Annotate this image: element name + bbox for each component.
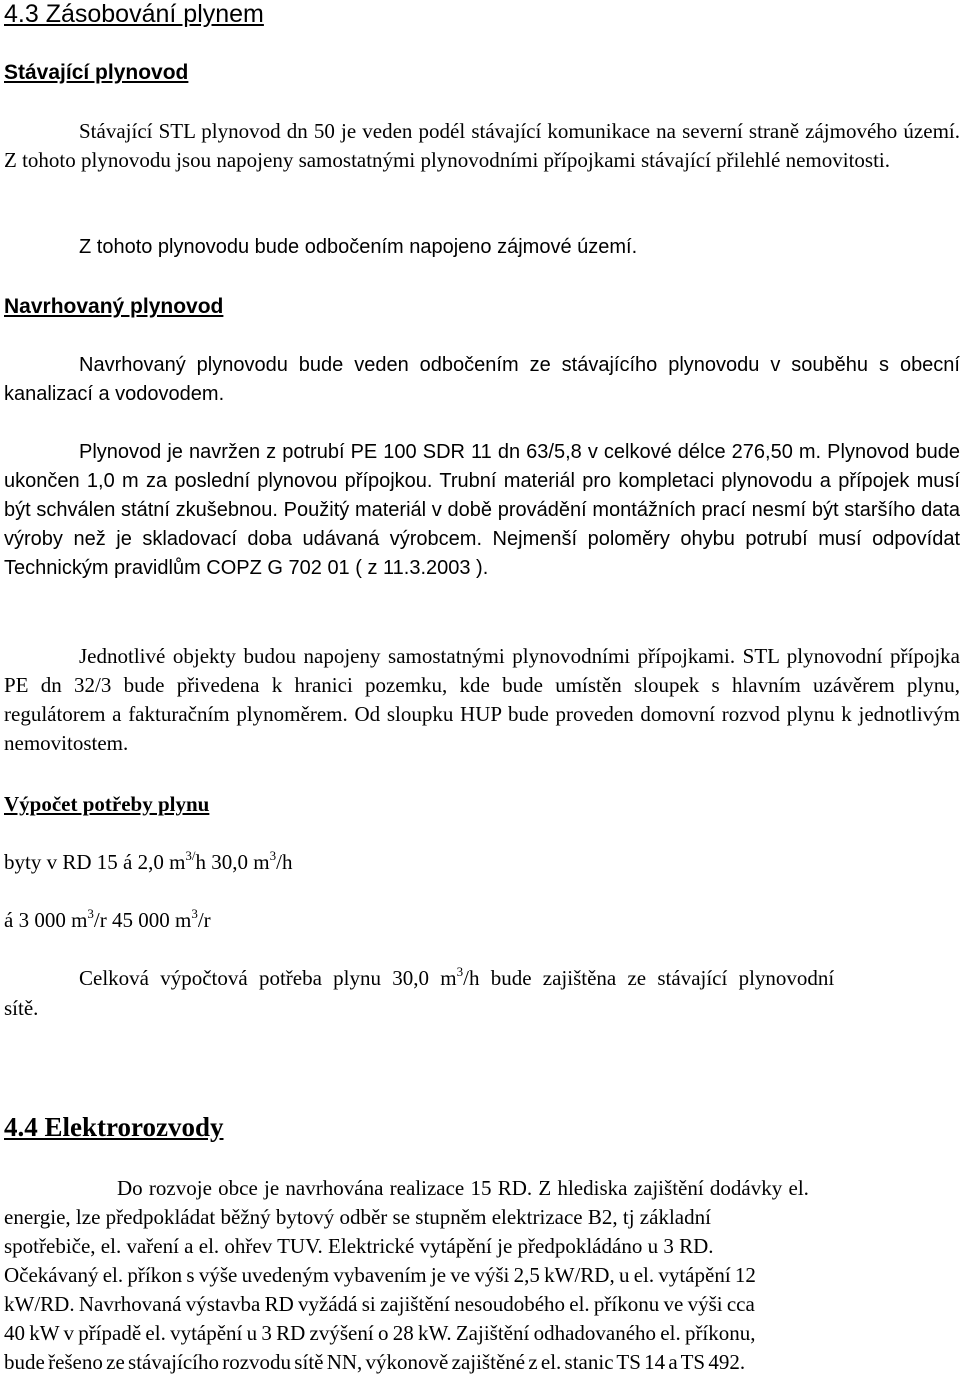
elektro-line: spotřebiče, el. vaření a el. ohřev TUV. Elektrické vytápění je předpokládáno u 3 RD. — [4, 1234, 714, 1258]
elektro-line: Očekávaný el. příkon s výše uvedeným vybavením je ve výši 2,5 kW/RD, u el. vytápění 12 — [4, 1263, 756, 1287]
paragraph-proposed-2: Plynovod je navržen z potrubí PE 100 SDR 11 dn 63/5,8 v celkové délce 276,50 m. Plynovod bude ukončen 1,0 m za poslední plynovou přípojkou. Trubní materiál pro kompletaci plynovodu a přípojek musí být schválen státní zkušebnou. Použitý materiál v době provádění montážních prací nesmí být staršího data výroby než je skladovací doba udávaná výrobcem. Nejmenší poloměry ohybu potrubí musí odpovídat Technickým pravidlům COPZ G 702 01 ( z 11.3.2003 ). — [4, 441, 960, 579]
calc-total-line: Celková výpočtová potřeba plynu 30,0 $m^3/h$ bude zajištěna ze stávající plynovodní — [79, 964, 835, 990]
elektro-line: Do rozvoje obce je navrhována realizace 15 RD. Z hlediska zajištění dodávky el. — [117, 1176, 809, 1200]
calc-line-annual: á 3 000 $m^3/r$ 45 000 $m^3/r$ — [4, 906, 211, 932]
section-title-gas: 4.3 Zásobování plynem — [4, 0, 264, 28]
elektro-line: energie, lze předpokládat běžný bytový odběr se stupněm elektrizace B2, tj základní — [4, 1205, 711, 1229]
calc-total-line-end: sítě. — [4, 996, 39, 1020]
paragraph-existing-1: Stávající STL plynovod dn 50 je veden podél stávající komunikace na severní straně zájmového území. Z tohoto plynovodu jsou napojeny samostatnými plynovodními přípojkami stávající přilehlé nemovitosti. — [4, 119, 960, 172]
section-title-elektro: 4.4 Elektrorozvody — [4, 1112, 224, 1142]
paragraph-proposed-1: Navrhovaný plynovodu bude veden odbočením ze stávajícího plynovodu v souběhu s obecní kanalizací a vodovodem. — [4, 354, 960, 405]
heading-existing-pipeline: Stávající plynovod — [4, 61, 189, 84]
calc-line-apartments: byty v RD 15 á 2,0 $m^{3/}h$ 30,0 $m^3/h$ — [4, 848, 293, 874]
heading-proposed-pipeline: Navrhovaný plynovod — [4, 295, 224, 318]
elektro-line: 40 kW v případě el. vytápění u 3 RD zvýšení o 28 kW. Zajištění odhadovaného el. příkonu, — [4, 1321, 756, 1345]
paragraph-proposed-3: Jednotlivé objekty budou napojeny samostatnými plynovodními přípojkami. STL plynovodní přípojka PE dn 32/3 bude přivedena k hranici pozemku, kde bude umístěn sloupek s hlavním uzávěrem plynu, regulátorem a fakturačním plynoměrem. Od sloupku HUP bude proveden domovní rozvod plynu k jednotlivým nemovitostem. — [4, 644, 960, 755]
elektro-line: kW/RD. Navrhovaná výstavba RD vyžádá si zajištění nesoudobého el. příkonu ve výši cca — [4, 1292, 755, 1316]
heading-gas-calculation: Výpočet potřeby plynu — [4, 792, 210, 816]
paragraph-existing-2: Z tohoto plynovodu bude odbočením napojeno zájmové území. — [79, 236, 638, 258]
elektro-line: bude řešeno ze stávajícího rozvodu sítě NN, výkonově zajištěné z el. stanic TS 14 a TS 492. — [4, 1350, 746, 1374]
